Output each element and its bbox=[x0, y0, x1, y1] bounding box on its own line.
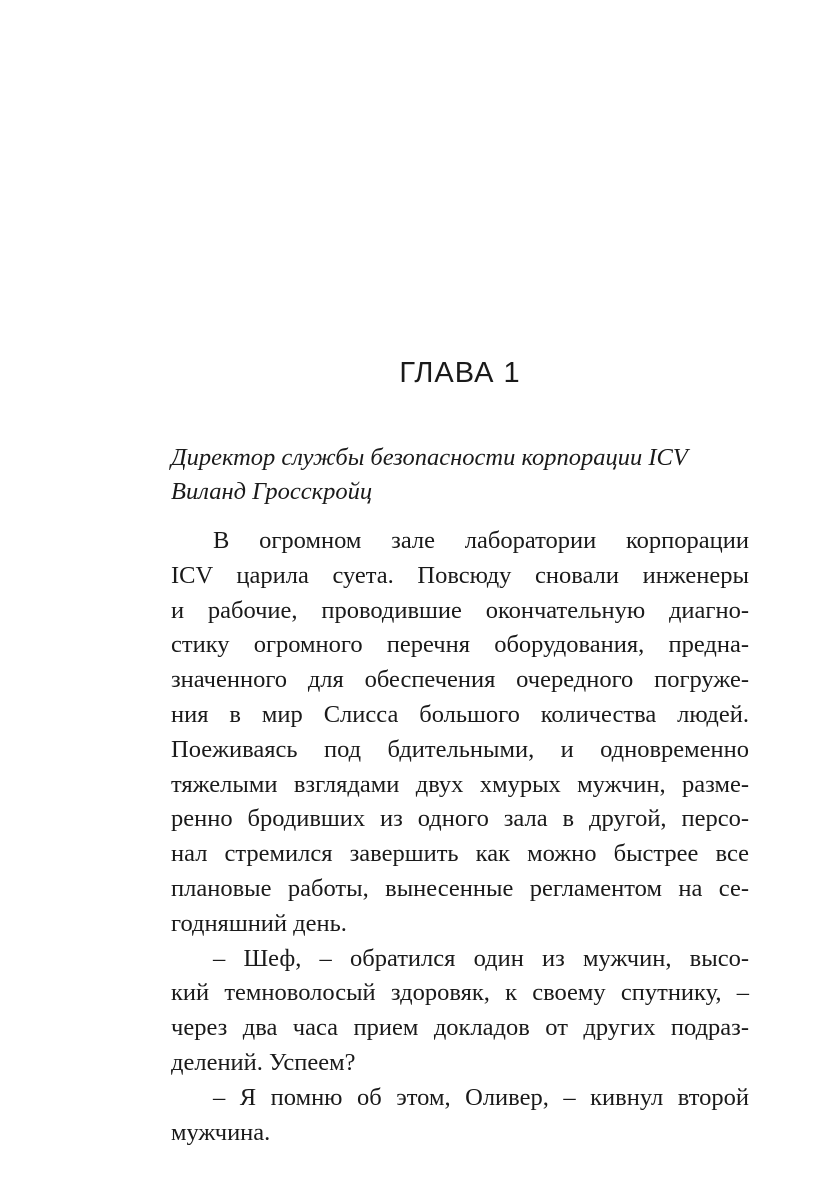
paragraph-line: тяжелыми взглядами двух хмурых мужчин, разме- bbox=[171, 770, 749, 798]
paragraph-line: плановые работы, вынесенные регламентом на се- bbox=[171, 874, 749, 902]
body-text bbox=[171, 524, 749, 1150]
paragraph-line: и рабочие, проводившие окончательную диагно- bbox=[171, 596, 749, 624]
paragraph-line: нал стремился завершить как можно быстрее все bbox=[171, 840, 749, 868]
paragraph-line: – Я помню об этом, Оливер, – кивнул второй bbox=[213, 1083, 749, 1111]
paragraph-line: через два часа прием докладов от других подраз- bbox=[171, 1014, 749, 1042]
paragraph-line: – Шеф, – обратился один из мужчин, высо- bbox=[213, 944, 749, 972]
paragraph-line: годняшний день. bbox=[171, 909, 347, 937]
paragraph-line: ния в мир Слисса большого количества людей. bbox=[171, 700, 749, 728]
paragraph-line: стику огромного перечня оборудования, предна- bbox=[171, 631, 749, 659]
paragraph-line: делений. Успеем? bbox=[171, 1048, 356, 1076]
epigraph-line: Директор службы безопасности корпорации ICV bbox=[171, 444, 688, 471]
paragraph-line: ренно бродивших из одного зала в другой, персо- bbox=[171, 805, 749, 833]
paragraph-line: значенного для обеспечения очередного погруже- bbox=[171, 666, 749, 694]
chapter-title: ГЛАВА 1 bbox=[399, 357, 521, 389]
paragraph-line: В огромном зале лаборатории корпорации bbox=[213, 527, 749, 554]
paragraph-line: кий темноволосый здоровяк, к своему спутнику, – bbox=[171, 979, 749, 1007]
epigraph bbox=[171, 441, 781, 509]
paragraph-line: мужчина. bbox=[171, 1118, 271, 1146]
paragraph-line: ICV царила суета. Повсюду сновали инженеры bbox=[171, 561, 749, 589]
paragraph-line: Поеживаясь под бдительными, и одновременно bbox=[171, 735, 749, 763]
epigraph-line: Виланд Гросскройц bbox=[171, 478, 373, 505]
